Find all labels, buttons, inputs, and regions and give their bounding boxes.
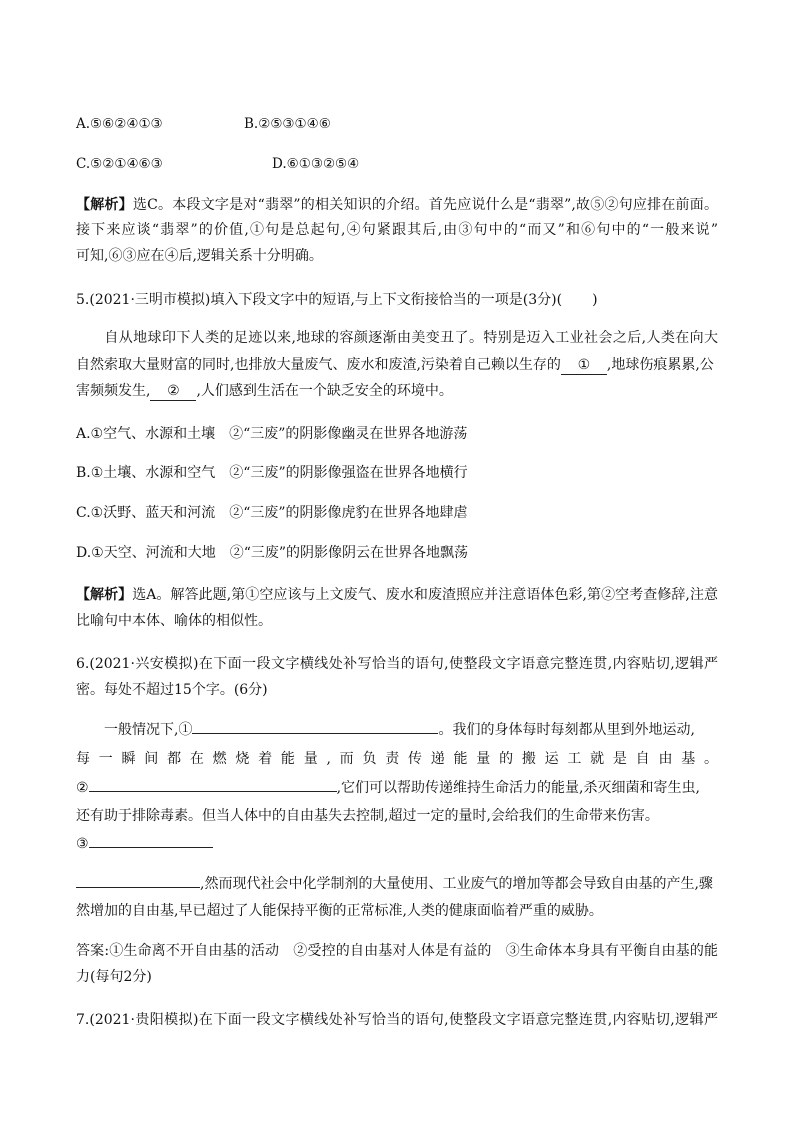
q6-blank-1[interactable] <box>192 733 438 734</box>
q6-passage-line-7: 然增加的自由基,早已超过了人能保持平衡的正常标准,人类的健康面临着严重的威胁。 <box>76 903 603 919</box>
q5-option-c: C.①沃野、蓝天和河流 ②“三废”的阴影像虎豹在世界各地肆虐 <box>76 505 468 521</box>
q5-option-d: D.①天空、河流和大地 ②“三废”的阴影像阴云在世界各地飘荡 <box>76 545 469 561</box>
q4-option-b: B.②⑤③①④⑥ <box>244 116 331 132</box>
q4-option-a: A.⑤⑥②④①③ <box>76 116 163 132</box>
q5-blank-2[interactable]: ② <box>150 383 196 401</box>
q4-option-c: C.⑤②①④⑥③ <box>76 156 163 172</box>
q4-analysis-line-2: 接下来应谈“翡翠”的价值,①句是总起句,④句紧跟其后,由③句中的“而又”和⑥句中的“一般来说” <box>76 222 718 238</box>
q6-stem-line-1: 6.(2021·兴安模拟)在下面一段文字横线处补写恰当的语句,使整段文字语意完整连贯,内容贴切,逻辑严 <box>76 656 718 672</box>
q5-blank-1[interactable]: ① <box>561 357 607 375</box>
q5-passage-line-3: 害频频发生, ② ,人们感到生活在一个缺乏安全的环境中。 <box>76 383 453 399</box>
q6-stem-line-2: 密。每处不超过15个字。(6分) <box>76 682 268 698</box>
q6-blank-3-start[interactable] <box>89 847 213 848</box>
q5-option-b: B.①土壤、水源和空气 ②“三废”的阴影像强盗在世界各地横行 <box>76 465 468 481</box>
q6-passage-line-1: 一般情况下,① 。我们的身体每时每刻都从里到外地运动, <box>104 722 695 738</box>
q5-passage-line-1: 自从地球印下人类的足迹以来,地球的容颜逐渐由美变丑了。特别是迈入工业社会之后,人类在向大 <box>104 330 718 346</box>
q6-blank-2[interactable] <box>89 791 337 792</box>
q6-passage-line-3: ② ,它们可以帮助传递维持生命活力的能量,杀灭细菌和寄生虫, <box>76 780 700 796</box>
q5-stem: 5.(2021·三明市模拟)填入下段文字中的短语,与上下文衔接恰当的一项是(3分)( ) <box>76 292 598 308</box>
q4-analysis-line-1: 【解析】选C。本段文字是对“翡翠”的相关知识的介绍。首先应说什么是“翡翠”,故⑤②句应排在前面。 <box>76 197 718 213</box>
q6-answer-line-1: 答案:①生命离不开自由基的活动 ②受控的自由基对人体是有益的 ③生命体本身具有平衡自由基的能 <box>76 943 718 959</box>
q6-blank-3-end[interactable] <box>76 887 200 888</box>
q5-passage-line-2: 自然索取大量财富的同时,也排放大量废气、废水和废渣,污染着自己赖以生存的 ① ,地球伤痕累累,公 <box>76 357 714 373</box>
q5-analysis-line-2: 比喻句中本体、喻体的相似性。 <box>76 613 272 629</box>
q6-passage-line-2: 每一瞬间都在燃烧着能量,而负责传递能量的搬运工就是自由基。 <box>76 751 718 767</box>
q4-option-d: D.⑥①③②⑤④ <box>272 156 360 172</box>
analysis-tag: 【解析】 <box>76 587 133 603</box>
q6-passage-line-6: ,然而现代社会中化学制剂的大量使用、工业废气的增加等都会导致自由基的产生,骤 <box>76 874 713 894</box>
q7-stem-line-1: 7.(2021·贵阳模拟)在下面一段文字横线处补写恰当的语句,使整段文字语意完整连贯,内容贴切,逻辑严 <box>76 1012 718 1028</box>
analysis-tag: 【解析】 <box>76 197 133 213</box>
q6-passage-line-4: 还有助于排除毒素。但当人体中的自由基失去控制,超过一定的量时,会给我们的生命带来伤害。 <box>76 808 659 824</box>
q5-option-a: A.①空气、水源和土壤 ②“三废”的阴影像幽灵在世界各地游荡 <box>76 426 468 442</box>
q4-analysis-line-3: 可知,⑥③应在④后,逻辑关系十分明确。 <box>76 248 323 264</box>
q5-analysis-line-1: 【解析】选A。解答此题,第①空应该与上文废气、废水和废渣照应并注意语体色彩,第②空考查修辞,注意 <box>76 587 718 603</box>
q6-answer-line-2: 力(每句2分) <box>76 969 152 985</box>
q6-passage-line-5: ③ <box>76 834 213 854</box>
